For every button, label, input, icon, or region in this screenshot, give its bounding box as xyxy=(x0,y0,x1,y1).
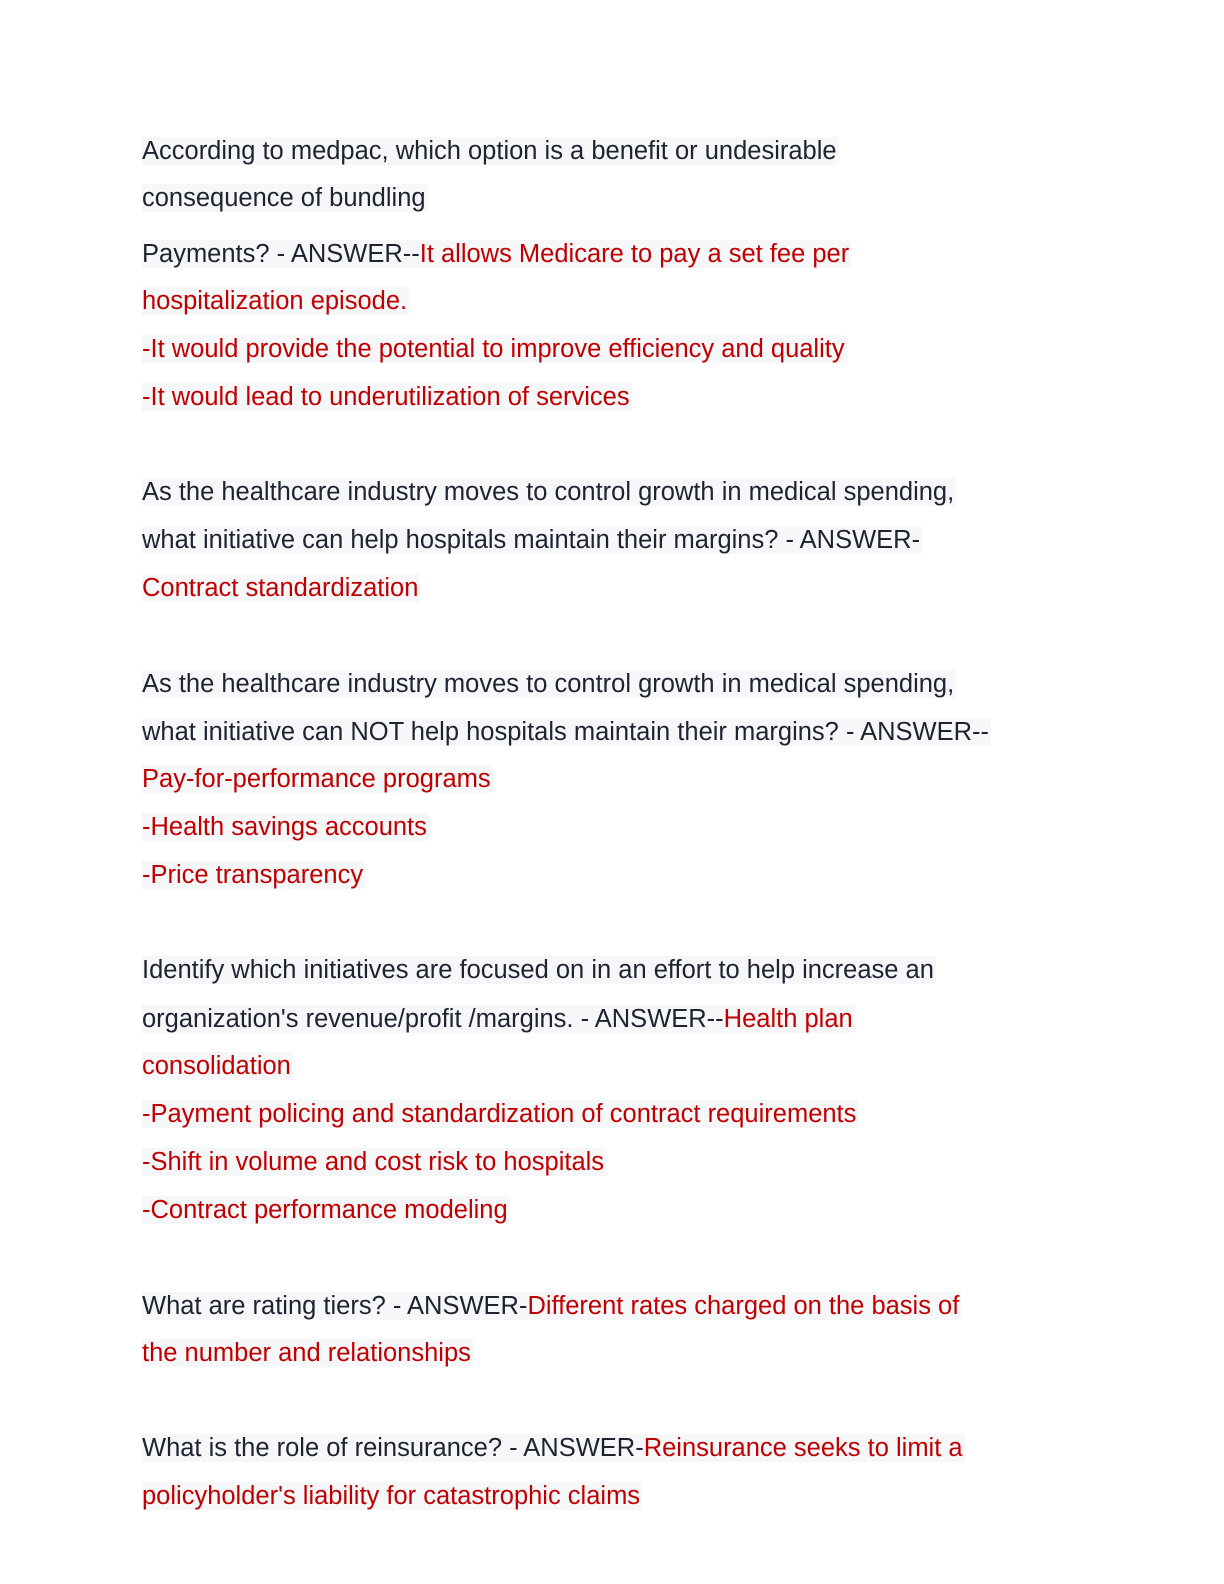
answer-text: Reinsurance seeks to limit a xyxy=(643,1434,963,1462)
text-line xyxy=(142,571,420,605)
question-text: organization's revenue/profit /margins. - ANSWER-- xyxy=(142,1005,724,1033)
question-text: consequence of bundling xyxy=(142,184,426,212)
text-line xyxy=(142,332,847,366)
question-text: Payments? - ANSWER-- xyxy=(142,240,420,268)
question-text: As the healthcare industry moves to control growth in medical spending, xyxy=(142,670,955,698)
question-text: what initiative can help hospitals maintain their margins? - ANSWER- xyxy=(142,526,921,554)
text-line xyxy=(142,1145,606,1179)
answer-text: It allows Medicare to pay a set fee per xyxy=(419,240,850,268)
answer-text: Different rates charged on the basis of xyxy=(527,1292,960,1320)
answer-text: policyholder's liability for catastrophic claims xyxy=(142,1482,641,1510)
text-line xyxy=(142,475,956,509)
text-line xyxy=(142,1336,473,1370)
answer-text: Health plan xyxy=(723,1005,853,1033)
answer-text: -It would provide the potential to improve efficiency and quality xyxy=(142,335,845,363)
answer-text: -Contract performance modeling xyxy=(142,1196,508,1224)
text-line xyxy=(142,1289,961,1323)
answer-text: the number and relationships xyxy=(142,1339,471,1367)
text-line xyxy=(142,134,839,168)
answer-text: Pay-for-performance programs xyxy=(142,765,491,793)
question-text: As the healthcare industry moves to control growth in medical spending, xyxy=(142,478,955,506)
text-line xyxy=(142,181,428,215)
answer-text: consolidation xyxy=(142,1052,291,1080)
text-line xyxy=(142,810,429,844)
question-text: Identify which initiatives are focused on in an effort to help increase an xyxy=(142,956,934,984)
answer-text: -Payment policing and standardization of contract requirements xyxy=(142,1100,857,1128)
question-text: what initiative can NOT help hospitals maintain their margins? - ANSWER-- xyxy=(142,718,990,746)
text-line xyxy=(142,523,922,557)
text-line xyxy=(142,715,991,749)
text-line xyxy=(142,1002,855,1036)
question-text: What are rating tiers? - ANSWER- xyxy=(142,1292,528,1320)
text-line xyxy=(142,762,493,796)
text-line xyxy=(142,284,409,318)
text-line xyxy=(142,1097,858,1131)
text-line xyxy=(142,380,632,414)
text-line xyxy=(142,953,936,987)
text-line xyxy=(142,1193,510,1227)
text-line xyxy=(142,858,365,892)
answer-text: -Health savings accounts xyxy=(142,813,427,841)
answer-text: -Price transparency xyxy=(142,861,364,889)
text-line xyxy=(142,1049,293,1083)
text-line xyxy=(142,237,851,271)
answer-text: -Shift in volume and cost risk to hospitals xyxy=(142,1148,605,1176)
question-text: What is the role of reinsurance? - ANSWER- xyxy=(142,1434,644,1462)
text-line xyxy=(142,1431,965,1465)
text-line xyxy=(142,667,956,701)
answer-text: hospitalization episode. xyxy=(142,287,408,315)
question-text: According to medpac, which option is a benefit or undesirable xyxy=(142,137,837,165)
answer-text: Contract standardization xyxy=(142,574,419,602)
text-line xyxy=(142,1479,642,1513)
answer-text: -It would lead to underutilization of services xyxy=(142,383,630,411)
